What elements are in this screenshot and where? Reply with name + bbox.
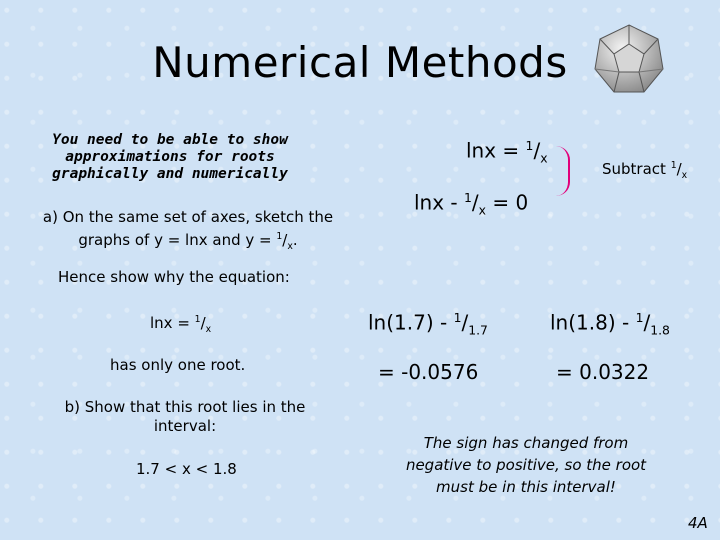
slide-number: 4A — [688, 514, 708, 532]
interval-text: 1.7 < x < 1.8 — [136, 460, 237, 478]
page-title: Numerical Methods — [152, 38, 568, 87]
calculation-2: $\ln(1.8) - ^1/_{1.8}$ — [550, 310, 670, 338]
one-root-text: has only one root. — [110, 356, 246, 374]
equation-1: $\ln x = ^1/_x$ — [466, 138, 548, 166]
part-b-text: b) Show that this root lies in the interval: — [64, 398, 306, 435]
hence-text: Hence show why the equation: — [58, 268, 290, 286]
subtract-note: Subtract $^1/_x$ — [602, 160, 688, 181]
equation-2: $\ln x - ^1/_x = 0$ — [414, 190, 529, 218]
intro-text: You need to be able to show approximations for roots graphically and numerically — [52, 132, 288, 182]
part-a-text: a) On the same set of axes, sketch the graphs of y = lnx and $y = ^1/_x$. — [42, 208, 334, 252]
dodecahedron-icon — [592, 22, 666, 96]
calculation-1: $\ln(1.7) - ^1/_{1.7}$ — [368, 310, 488, 338]
bracket-divider — [556, 146, 570, 196]
conclusion-text: The sign has changed from negative to positive, so the root must be in this interval! — [405, 434, 647, 496]
equation-small: $\ln x = ^1/_x$ — [150, 314, 212, 335]
result-2: = 0.0322 — [556, 360, 650, 384]
result-1: = -0.0576 — [378, 360, 479, 384]
